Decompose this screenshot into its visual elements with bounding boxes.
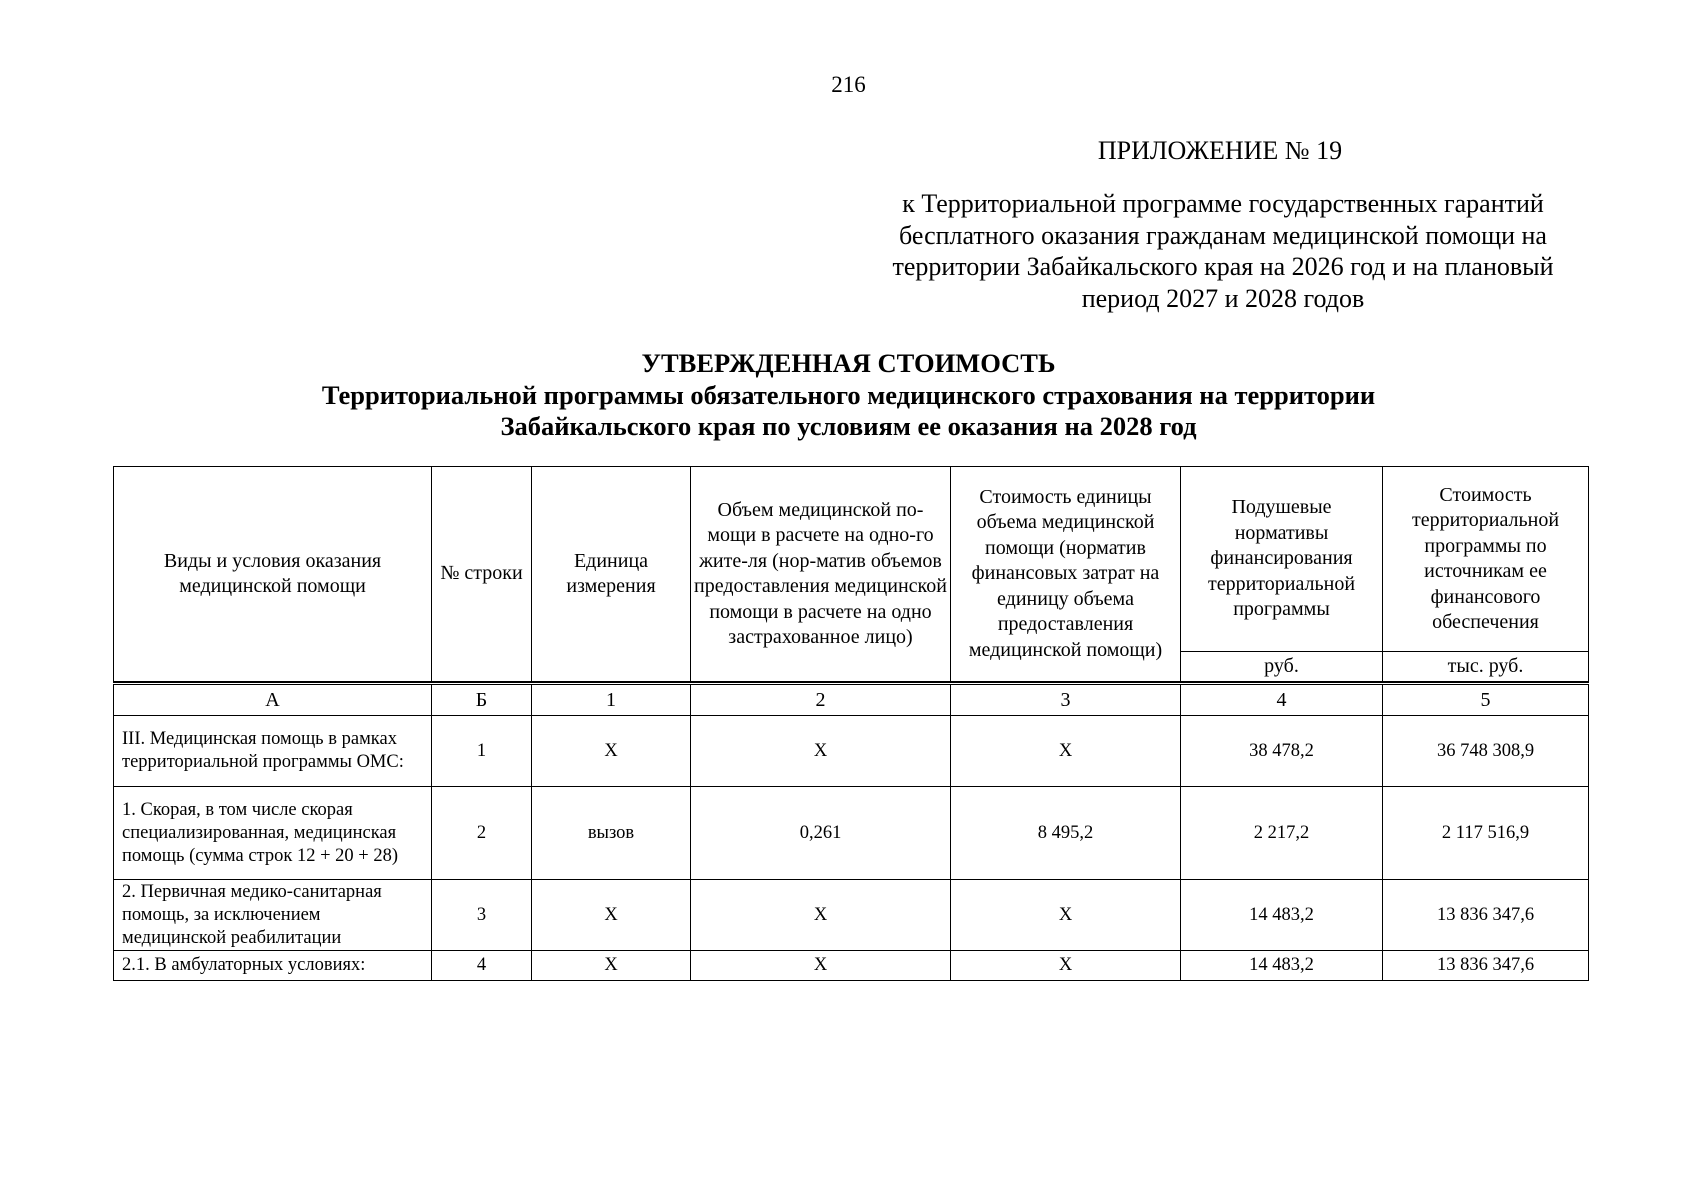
column-number: А (114, 684, 432, 716)
cell-row-number: 1 (432, 716, 532, 787)
document-title-line1: УТВЕРЖДЕННАЯ СТОИМОСТЬ (641, 348, 1056, 378)
cell-unit: Х (532, 716, 691, 787)
cell-per-capita: 14 483,2 (1181, 880, 1383, 951)
header-unit: Единица измерения (532, 467, 691, 682)
cell-per-capita: 2 217,2 (1181, 787, 1383, 880)
cell-care-type: 2. Первичная медико-санитарная помощь, за исключением медицинской реабилитации (114, 880, 432, 951)
cell-volume: 0,261 (691, 787, 951, 880)
cell-program-cost: 36 748 308,9 (1383, 716, 1589, 787)
page-number: 216 (831, 72, 866, 97)
cell-row-number: 3 (432, 880, 532, 951)
cost-table-container (113, 466, 1588, 981)
header-row-number: № строки (432, 467, 532, 682)
table-row (114, 951, 1589, 981)
header-unit-cost: Стоимость единицы объема медицинской помощи (норматив финансовых затрат на единицу объема предоставления медицинской помощи) (951, 467, 1181, 682)
annex-subtitle: к Территориальной программе государственных гарантий бесплатного оказания гражданам медицинской помощи на территории Забайкальского края на 2026 год и на плановый период 2027 и 2028 годов (892, 189, 1554, 313)
cost-table (113, 466, 1589, 981)
column-number: 5 (1383, 684, 1589, 716)
table-row (114, 880, 1589, 951)
table-row (114, 787, 1589, 880)
cell-unit-cost: Х (951, 880, 1181, 951)
cell-unit-cost: Х (951, 951, 1181, 981)
cell-unit-cost: 8 495,2 (951, 787, 1181, 880)
cell-unit: вызов (532, 787, 691, 880)
cell-program-cost: 13 836 347,6 (1383, 880, 1589, 951)
column-numbers-row (114, 684, 1589, 716)
header-care-type: Виды и условия оказания медицинской помощи (114, 467, 432, 682)
cell-care-type: 1. Скорая, в том числе скорая специализированная, медицинская помощь (сумма строк 12 + 20 + 28) (114, 787, 432, 880)
column-number: 3 (951, 684, 1181, 716)
column-number: 2 (691, 684, 951, 716)
cell-unit: Х (532, 880, 691, 951)
unit-thousand-rub: тыс. руб. (1383, 652, 1589, 682)
header-program-cost: Стоимость территориальной программы по источникам ее финансового обеспечения (1383, 467, 1589, 652)
cell-program-cost: 13 836 347,6 (1383, 951, 1589, 981)
document-title-line2: Территориальной программы обязательного медицинского страхования на территории (321, 379, 1376, 410)
cell-unit: Х (532, 951, 691, 981)
cell-volume: Х (691, 880, 951, 951)
cell-unit-cost: Х (951, 716, 1181, 787)
table-header-row (114, 467, 1589, 652)
annex-title: ПРИЛОЖЕНИЕ № 19 (1097, 136, 1343, 165)
column-number: Б (432, 684, 532, 716)
header-volume: Объем медицинской по-мощи в расчете на одно-го жите-ля (нор-матив объемов предоставления медицинской помощи в расчете на одно застрахованное лицо) (691, 467, 951, 682)
cell-per-capita: 14 483,2 (1181, 951, 1383, 981)
document-title (0, 348, 1697, 443)
cell-care-type: 2.1. В амбулаторных условиях: (114, 951, 432, 981)
cell-volume: Х (691, 716, 951, 787)
header-per-capita: Подушевые нормативы финансирования территориальной программы (1181, 467, 1383, 652)
cell-care-type: III. Медицинская помощь в рамках территориальной программы ОМС: (114, 716, 432, 787)
cell-row-number: 4 (432, 951, 532, 981)
column-number: 4 (1181, 684, 1383, 716)
table-row (114, 716, 1589, 787)
column-number: 1 (532, 684, 691, 716)
cell-volume: Х (691, 951, 951, 981)
cell-row-number: 2 (432, 787, 532, 880)
document-title-line3: Забайкальского края по условиям ее оказания на 2028 год (500, 411, 1197, 441)
cell-per-capita: 38 478,2 (1181, 716, 1383, 787)
unit-rub: руб. (1181, 652, 1383, 682)
cell-program-cost: 2 117 516,9 (1383, 787, 1589, 880)
